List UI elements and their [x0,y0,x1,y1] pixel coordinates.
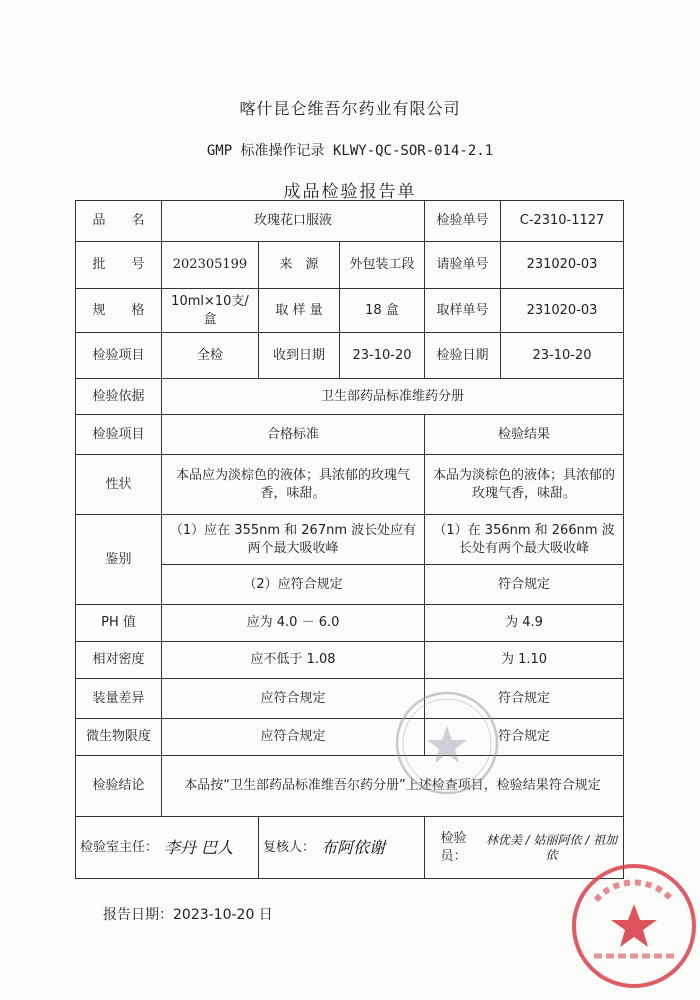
reviewer-signature: 布阿依谢 [321,837,386,857]
density-standard: 应不低于 1.08 [162,642,425,679]
batch-value: 202305199 [162,242,259,289]
lab-head-label: 检验室主任： [80,839,159,855]
inspect-no-label: 检验单号 [425,201,501,242]
row-identification-1 [76,515,624,565]
sample-qty-value: 18 盒 [340,289,425,333]
source-value: 外包装工段 [340,242,425,289]
conclusion-label: 检验结论 [76,756,162,817]
request-no-label: 请验单号 [425,242,501,289]
fill-standard: 应符合规定 [162,679,425,719]
row-density [76,642,624,679]
reviewer-cell [259,817,425,879]
density-label: 相对密度 [76,642,162,679]
results-item-header: 检验项目 [76,415,162,455]
identification-standard-1: （1）应在 355nm 和 267nm 波长处应有两个最大吸收峰 [162,515,425,565]
request-no-value: 231020-03 [501,242,624,289]
inspector-cell [425,817,624,879]
ph-label: PH 值 [76,605,162,642]
reviewer-label: 复核人： [263,839,316,855]
results-standard-header: 合格标准 [162,415,425,455]
sample-no-value: 231020-03 [501,289,624,333]
identification-label: 鉴别 [76,515,162,605]
row-item [76,333,624,379]
report-table [75,200,624,879]
density-result: 为 1.10 [425,642,624,679]
row-fill-variation [76,679,624,719]
identification-standard-2: （2）应符合规定 [162,565,425,605]
micro-result: 符合规定 [425,719,624,756]
item-value: 全检 [162,333,259,379]
lab-head-signature: 李丹 巴人 [164,837,234,857]
sample-no-label: 取样单号 [425,289,501,333]
inspector-label: 检验员： [440,830,467,864]
report-title: 成品检验报告单 [283,182,417,202]
row-signatures [76,817,624,879]
appearance-result: 本品为淡棕色的液体；具浓郁的玫瑰气香，味甜。 [425,455,624,515]
report-date: 报告日期：2023-10-20 日 [103,907,273,923]
fill-result: 符合规定 [425,679,624,719]
row-results-header [76,415,624,455]
fill-label: 装量差异 [76,679,162,719]
company-name: 喀什昆仑维吾尔药业有限公司 [239,99,461,118]
spec-label: 规 格 [76,289,162,333]
ph-standard: 应为 4.0 － 6.0 [162,605,425,642]
ph-result: 为 4.9 [425,605,624,642]
micro-label: 微生物限度 [76,719,162,756]
product-label: 品 名 [76,201,162,242]
basis-value: 卫生部药品标准维药分册 [162,379,624,415]
row-product [76,201,624,242]
source-label: 来 源 [259,242,340,289]
row-batch [76,242,624,289]
row-ph [76,605,624,642]
product-value: 玫瑰花口服液 [162,201,425,242]
row-conclusion [76,756,624,817]
conclusion-value: 本品按“卫生部药品标准维吾尔药分册”上述检查项目，检验结果符合规定 [162,756,624,817]
identification-result-2: 符合规定 [425,565,624,605]
row-microbial [76,719,624,756]
test-date-value: 23-10-20 [501,333,624,379]
batch-label: 批 号 [76,242,162,289]
spec-value: 10ml×10支/盒 [162,289,259,333]
inspect-no-value: C-2310-1127 [501,201,624,242]
row-appearance [76,455,624,515]
micro-standard: 应符合规定 [162,719,425,756]
basis-label: 检验依据 [76,379,162,415]
item-label: 检验项目 [76,333,162,379]
recv-date-value: 23-10-20 [340,333,425,379]
row-spec [76,289,624,333]
row-basis [76,379,624,415]
test-date-label: 检验日期 [425,333,501,379]
sample-qty-label: 取 样 量 [259,289,340,333]
results-result-header: 检验结果 [425,415,624,455]
lab-head-cell [76,817,259,879]
appearance-label: 性状 [76,455,162,515]
recv-date-label: 收到日期 [259,333,340,379]
appearance-standard: 本品应为淡棕色的液体；具浓郁的玫瑰气香，味甜。 [162,455,425,515]
inspector-signature: 林优美 / 姑丽阿依 / 祖加依 [485,832,618,862]
identification-result-1: （1）在 356nm 和 266nm 波长处有两个最大吸收峰 [425,515,624,565]
gmp-record-code: GMP 标准操作记录 KLWY-QC-SOR-014-2.1 [206,143,494,159]
